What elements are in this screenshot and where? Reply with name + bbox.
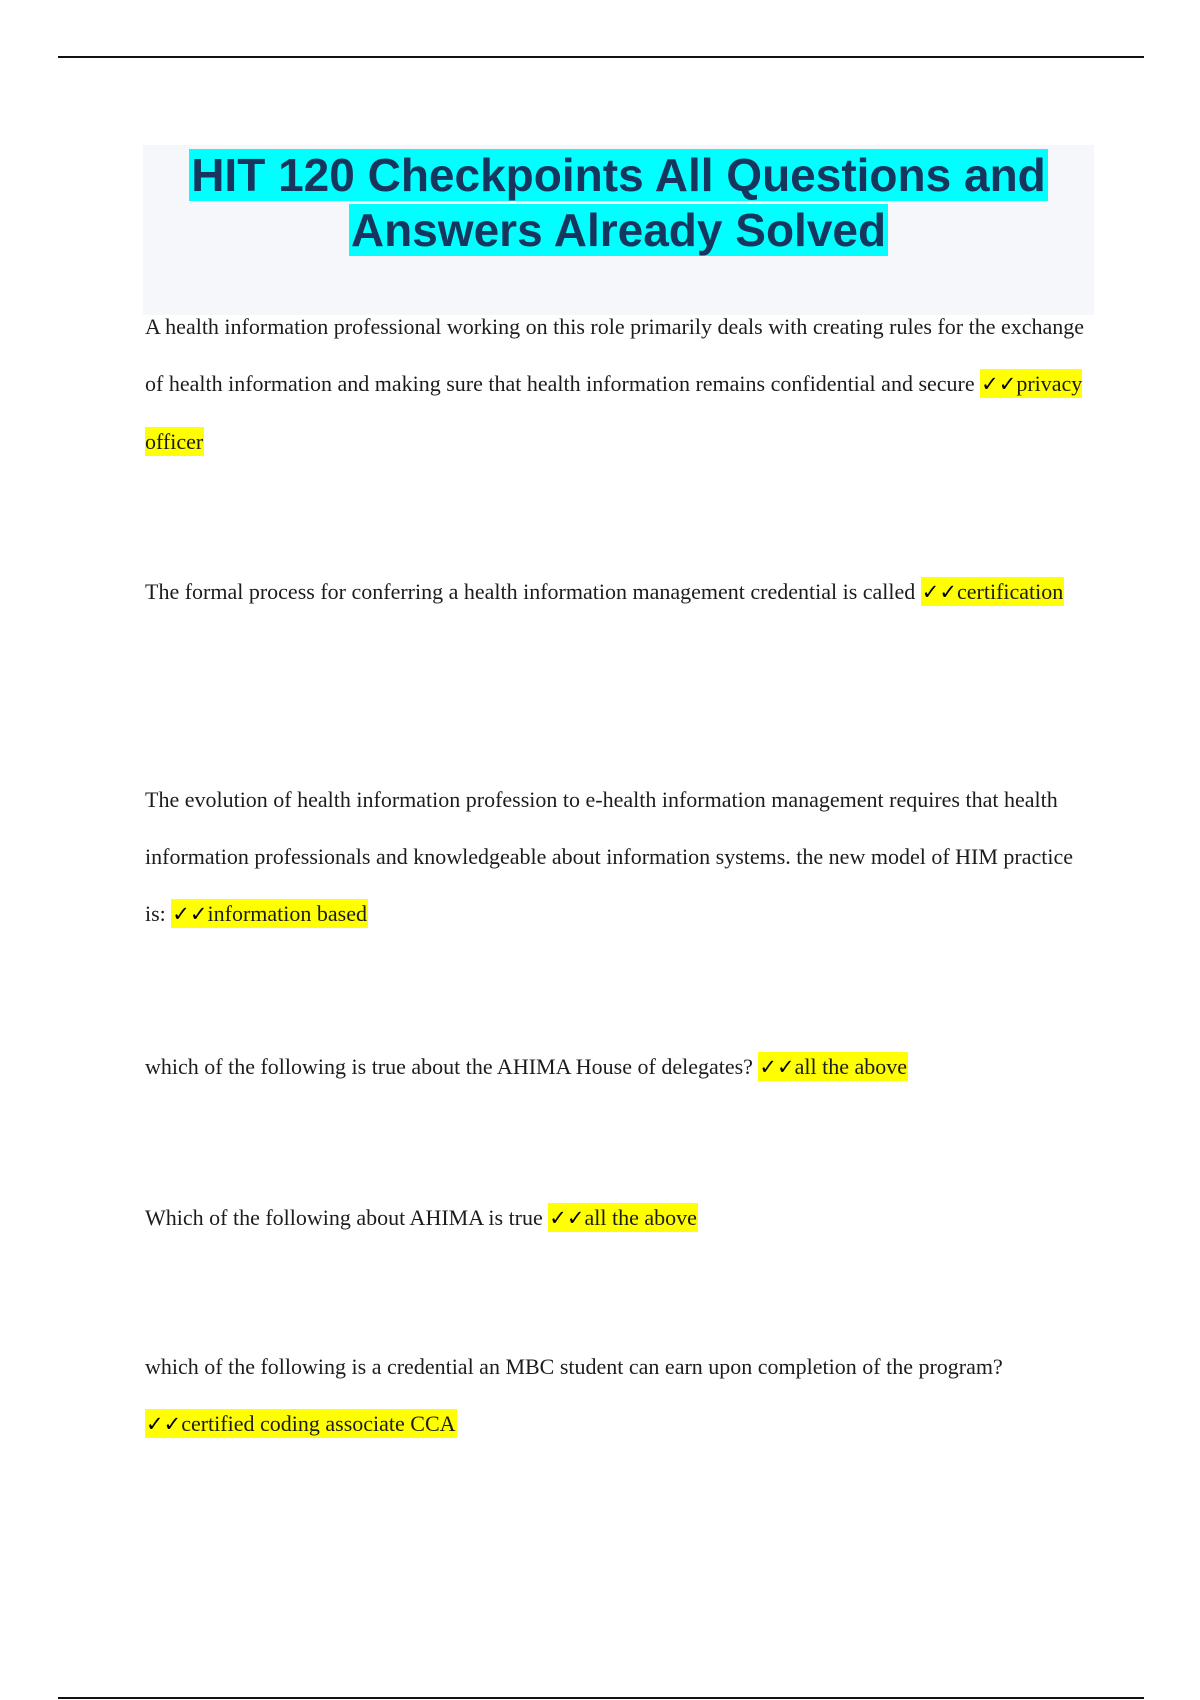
double-check-icon: ✓✓ (921, 580, 957, 604)
question-text: A health information professional working on this role primarily deals with creating rules for the exchange of health information and making sure that health information remains confidential and secure (145, 314, 1085, 396)
qa-item-1 (145, 298, 1095, 470)
qa-item-3 (145, 771, 1095, 943)
question-text: The evolution of health information profession to e-health information management requires that health information professionals and knowledgeable about information systems. the new model of HIM practice is: (145, 787, 1074, 926)
answer-text: privacy officer (145, 371, 1083, 454)
answer-text: all the above (794, 1054, 908, 1079)
answer-highlight (171, 899, 368, 928)
double-check-icon: ✓✓ (172, 902, 208, 926)
answer-text: all the above (584, 1205, 697, 1230)
title-line-1: HIT 120 Checkpoints All Questions and (191, 149, 1046, 201)
answer-highlight (145, 1409, 457, 1438)
question-text: which of the following is true about the AHIMA House of delegates? (145, 1054, 753, 1079)
answer-highlight (548, 1203, 698, 1232)
bottom-rule (58, 1697, 1144, 1699)
qa-item-4 (145, 1038, 1095, 1096)
question-text: The formal process for conferring a health information management credential is called (145, 579, 916, 604)
qa-item-6 (145, 1338, 1095, 1453)
answer-text: certification (957, 579, 1064, 604)
question-text: Which of the following about AHIMA is true (145, 1205, 543, 1230)
answer-text: information based (207, 901, 367, 926)
double-check-icon: ✓✓ (146, 1412, 182, 1436)
top-rule (58, 56, 1144, 58)
question-text: which of the following is a credential an MBC student can earn upon completion of the program? (145, 1354, 1003, 1379)
answer-text: certified coding associate CCA (181, 1411, 456, 1436)
answer-highlight (758, 1052, 908, 1081)
title-panel (143, 145, 1094, 315)
title-line-2: Answers Already Solved (350, 204, 887, 256)
double-check-icon: ✓✓ (759, 1055, 795, 1079)
double-check-icon: ✓✓ (549, 1206, 585, 1230)
document-title (143, 145, 1094, 258)
answer-highlight (921, 577, 1064, 606)
qa-item-2 (145, 563, 1095, 621)
double-check-icon: ✓✓ (981, 372, 1017, 396)
qa-item-5 (145, 1189, 1095, 1247)
